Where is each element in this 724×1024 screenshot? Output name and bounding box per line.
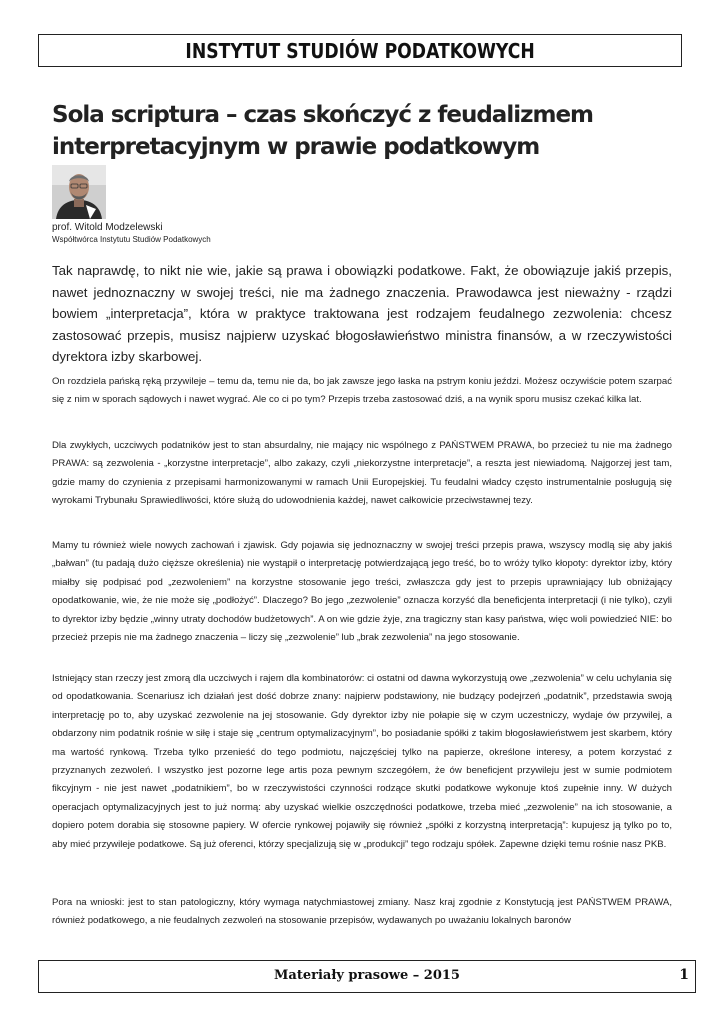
body-paragraph: Istniejący stan rzeczy jest zmorą dla uczciwych i rajem dla kombinatorów: ci ostatni od dawna wykorzystują owe „zezwolenia” w celu uchylania się od opodatkowania. Scenariusz ich działań jest dość dobrze znany: najpierw podstawiony, nie budzący podejrzeń „podatnik”, przedstawia swoją interpretację po to, aby uzyskać zezwolenie na jej stosowanie. Gdy dyrektor izby nie połapie się w czym uczestniczy, wydaje ów przywilej, a obdarzony nim podatnik rośnie w siłę i staje się „centrum optymalizacyjnym”, bo posiadanie spółki z takim błogosławieństwem jest skarbem, który ma wartość rynkową. Trzeba tylko przenieść do tego podmiotu, najczęściej tylko na papierze, określone interesy, a potem korzystać z przyznanych zezwoleń. I wszystko jest pozorne lege artis poza pewnym szczegółem, że ów beneficjent przywileju jest w sumie podmiotem fikcyjnym - nie jest nawet „podatnikiem”, bo w rzeczywistości czynności rodzące skutki podatkowe wykonuje ktoś zupełnie inny. W dużych operacjach optymalizacyjnych jest to już normą: aby uzyskać wielkie oszczędności podatkowe, trzeba mieć „zezwolenie” na ich stosowanie, a dopiero potem dorabia się stosowne papiery. W ofercie rynkowej pojawiły się również „spółki z korzystną interpretacją”: kupujesz ją tylko po to, aby mieć przywileje podatkowe. Są już oferenci, którzy specjalizują się w „produkcji” tego rodzaju spółek. Zapewne dzięki temu rośnie nasz PKB. (52, 673, 672, 850)
article-lead: Tak naprawdę, to nikt nie wie, jakie są prawa i obowiązki podatkowe. Fakt, że obowiązuje jakiś przepis, nawet jednoznaczny w swojej treści, nie ma żadnego znaczenia. Prawodawca jest nieważny - rządzi bowiem „interpretacja”, która w praktyce traktowana jest rodzajem feudalnego zezwolenia: chcesz zastosować przepis, musisz najpierw uzyskać błogosławieństwo ministra finansów, a w rzeczywistości dyrektora izby skarbowej. (52, 263, 672, 365)
article-title-line-2: interpretacyjnym w prawie podatkowym (52, 134, 540, 160)
article-title (52, 99, 612, 163)
footer-label: Materiały prasowe – 2015 (274, 968, 460, 983)
page-number: 1 (679, 967, 689, 983)
author-portrait-icon (52, 165, 106, 219)
body-paragraph: On rozdziela pańską ręką przywileje – temu da, temu nie da, bo jak zawsze jego łaska na pstrym koniu jeździ. Możesz oczywiście potem szarpać się z nim w sporach sądowych i nawet wygrać. Ale co ci po tym? Przepis trzeba zastosować dziś, a na wynik sporu musisz czekać kilka lat. (52, 376, 672, 406)
body-paragraph: Pora na wnioski: jest to stan patologiczny, który wymaga natychmiastowej zmiany. Nasz kraj zgodnie z Konstytucją jest PAŃSTWEM PRAWA, również podatkowego, a nie feudalnych zezwoleń na stosowanie przepisów, wydawanych po uważaniu lokalnych baronów (52, 897, 672, 927)
author-photo (52, 165, 106, 219)
publisher-name: INSTYTUT STUDIÓW PODATKOWYCH (185, 38, 535, 63)
body-paragraph: Dla zwykłych, uczciwych podatników jest to stan absurdalny, nie mający nic wspólnego z PAŃSTWEM PRAWA, bo przecież tu nie ma żadnego PRAWA: są zezwolenia - „korzystne interpretacje”, albo zakazy, czyli „niekorzystne interpretacje”, a reszta jest niewiadomą. Najgorzej jest tam, gdzie mamy do czynienia z przepisami harmonizowanymi w ramach Unii Europejskiej. Tu feudalni władcy często instrumentalnie posługują się wyrokami Trybunału Sprawiedliwości, które służą do udowodnienia każdej, nawet całkowicie przeciwstawnej tezy. (52, 440, 672, 507)
article-title-line-1: Sola scriptura – czas skończyć z feudalizmem (52, 102, 594, 128)
body-paragraph: Mamy tu również wiele nowych zachowań i zjawisk. Gdy pojawia się jednoznaczny w swojej treści przepis prawa, wszyscy modlą się aby jakiś „bałwan” (tu padają dużo cięższe określenia) nie wystąpił o interpretację potwierdzającą jego treść, bo to wróży tylko kłopoty: dyrektor izby, który miałby się podpisać pod „zezwoleniem” na korzystne stosowanie jego treści, zwłaszcza gdy jest to przepis uprawniający lub obniżający opodatkowanie, wie, że nie może się „podłożyć”. Dlaczego? Bo jego „zezwolenie” oznacza korzyść dla beneficjenta interpretacji (i nie tylko), czyli to dyrektor izby będzie „winny utraty dochodów budżetowych”. A on wie gdzie żyje, zna tragiczny stan kasy państwa, więc woli powiedzieć NIE: bo przecież przepis nie ma żadnego znaczenia – liczy się „zezwolenie” lub „brak zezwolenia” na jego stosowanie. (52, 540, 672, 644)
publisher-header (38, 34, 682, 67)
page-footer (38, 960, 696, 993)
author-name: prof. Witold Modzelewski (52, 222, 163, 233)
author-affiliation: Współtwórca Instytutu Studiów Podatkowych (52, 235, 211, 244)
